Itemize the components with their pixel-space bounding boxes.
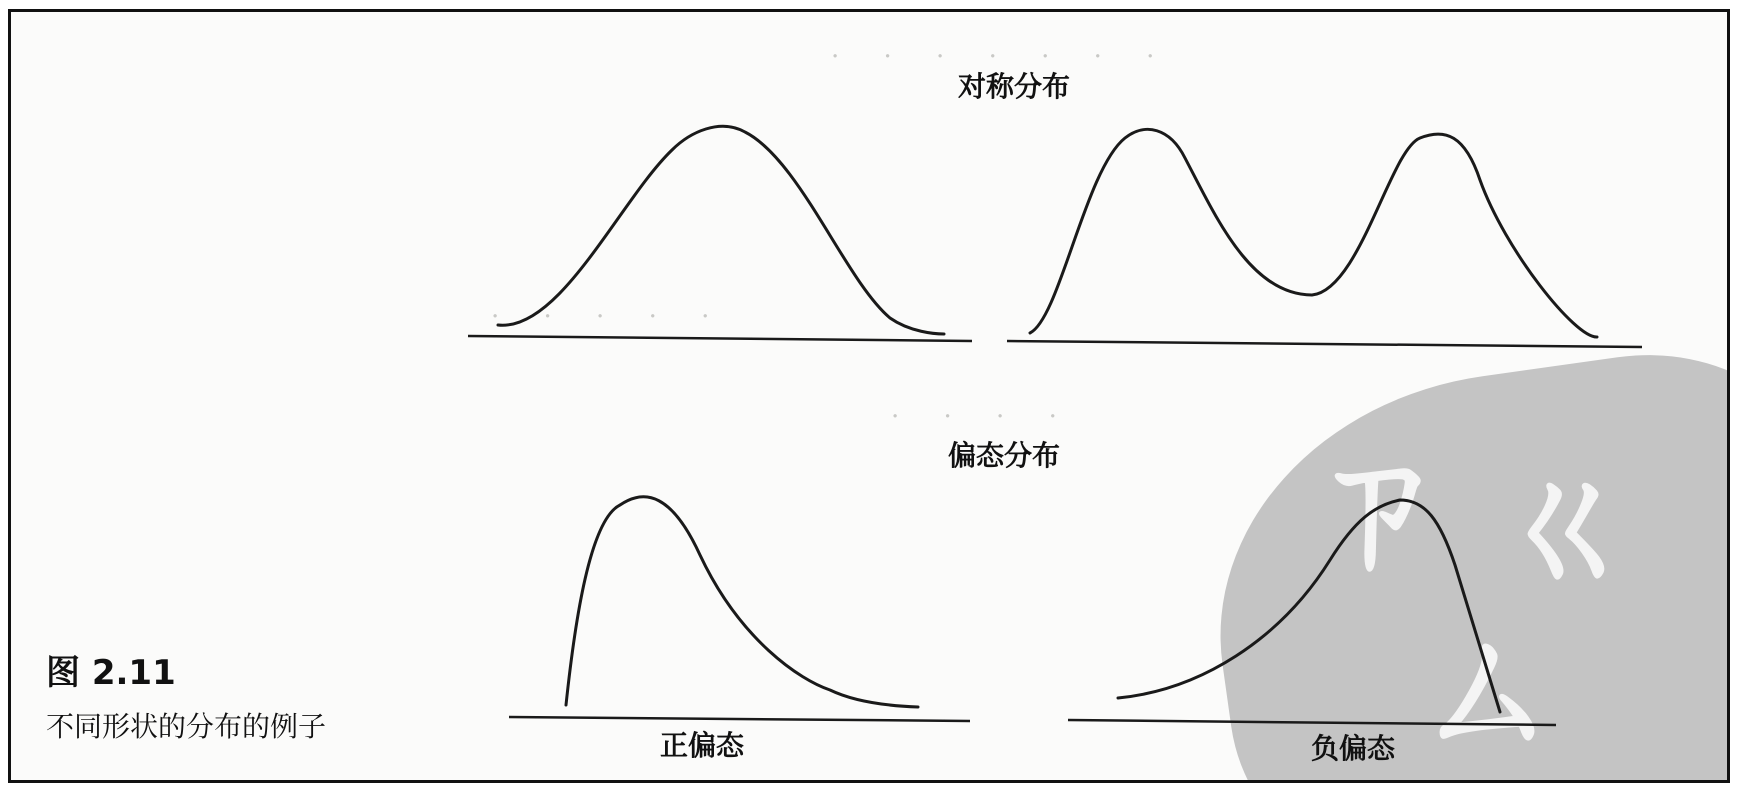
figure-number: 图 2.11 [46,653,176,693]
negative-skew-baseline [1068,720,1556,725]
bimodal-curve [1030,129,1597,337]
bleed-through-text: · · · · · · · [831,42,1173,72]
negative-skew-label: 负偏态 [1310,732,1396,765]
bleed-through-text: · · · · [891,402,1075,432]
normal-baseline [468,336,972,341]
figure-caption: 不同形状的分布的例子 [46,710,327,743]
normal-curve [498,126,944,334]
positive-skew-label: 正偏态 [659,729,745,762]
stamp-glyph: ㄗ [1301,419,1452,595]
bleed-through-text: · · · · · [491,302,728,332]
positive-skew-baseline [509,717,970,721]
positive-skew-curve [566,497,918,707]
stamp-glyph: ㄍ [1491,439,1642,615]
symmetric-title: 对称分布 [957,70,1071,103]
negative-skew-curve [1118,500,1500,712]
stamp-glyph: ㄙ [1411,599,1562,775]
bimodal-baseline [1007,341,1642,347]
skewed-title: 偏态分布 [947,439,1061,472]
